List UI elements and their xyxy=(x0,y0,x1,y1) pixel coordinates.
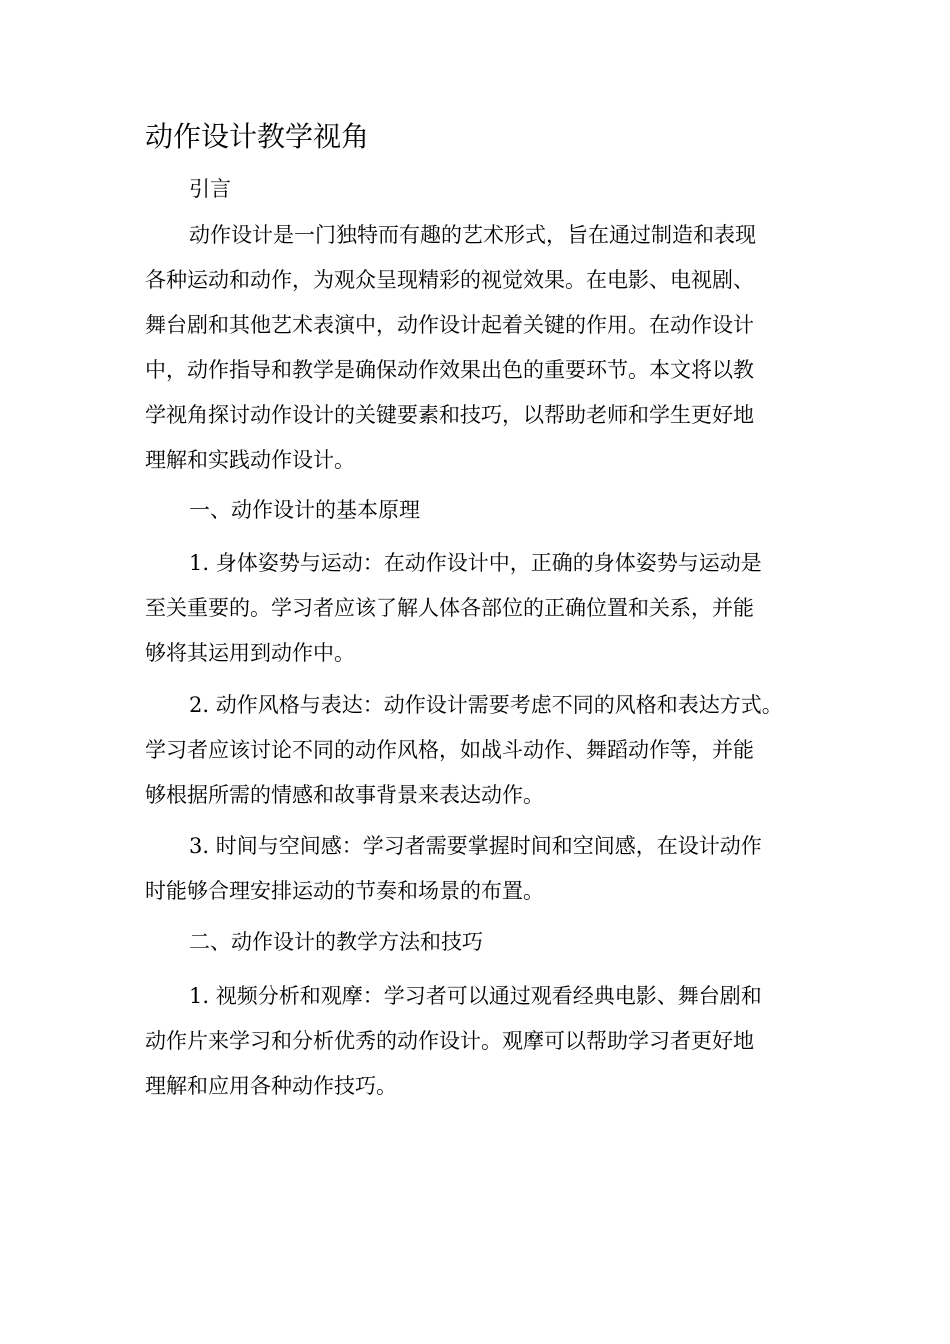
text-line: 2. 动作风格与表达：动作设计需要考虑不同的风格和表达方式。 xyxy=(189,693,783,717)
text-line: 学视角探讨动作设计的关键要素和技巧，以帮助老师和学生更好地 xyxy=(145,403,754,427)
section1-item3 xyxy=(145,824,825,914)
section2-heading-text: 二、动作设计的教学方法和技巧 xyxy=(189,930,483,954)
section1-item2 xyxy=(145,683,825,818)
text-line: 动作片来学习和分析优秀的动作设计。观摩可以帮助学习者更好地 xyxy=(145,1029,754,1053)
text-line: 学习者应该讨论不同的动作风格，如战斗动作、舞蹈动作等，并能 xyxy=(145,738,754,762)
text-line: 理解和应用各种动作技巧。 xyxy=(145,1074,397,1098)
text-line: 动作设计是一门独特而有趣的艺术形式，旨在通过制造和表现 xyxy=(189,223,756,247)
text-line: 时能够合理安排运动的节奏和场景的布置。 xyxy=(145,879,544,903)
text-line: 舞台剧和其他艺术表演中，动作设计起着关键的作用。在动作设计 xyxy=(145,313,754,337)
intro-paragraph xyxy=(145,213,825,483)
text-line: 至关重要的。学习者应该了解人体各部位的正确位置和关系，并能 xyxy=(145,596,754,620)
section1-heading-text: 一、动作设计的基本原理 xyxy=(189,498,420,522)
section1-heading xyxy=(145,488,825,533)
text-line: 中，动作指导和教学是确保动作效果出色的重要环节。本文将以教 xyxy=(145,358,754,382)
text-line: 够根据所需的情感和故事背景来表达动作。 xyxy=(145,783,544,807)
section2-heading xyxy=(145,920,825,965)
document-title: 动作设计教学视角 xyxy=(145,120,370,153)
intro-heading-text: 引言 xyxy=(189,177,231,201)
text-line: 1. 视频分析和观摩：学习者可以通过观看经典电影、舞台剧和 xyxy=(189,984,762,1008)
text-line: 够将其运用到动作中。 xyxy=(145,641,355,665)
section1-item1 xyxy=(145,541,825,676)
intro-heading xyxy=(145,167,825,212)
text-line: 理解和实践动作设计。 xyxy=(145,448,355,472)
section2-item1 xyxy=(145,974,825,1109)
text-line: 各种运动和动作，为观众呈现精彩的视觉效果。在电影、电视剧、 xyxy=(145,268,754,292)
text-line: 3. 时间与空间感：学习者需要掌握时间和空间感，在设计动作 xyxy=(189,834,762,858)
text-line: 1. 身体姿势与运动：在动作设计中，正确的身体姿势与运动是 xyxy=(189,551,762,575)
